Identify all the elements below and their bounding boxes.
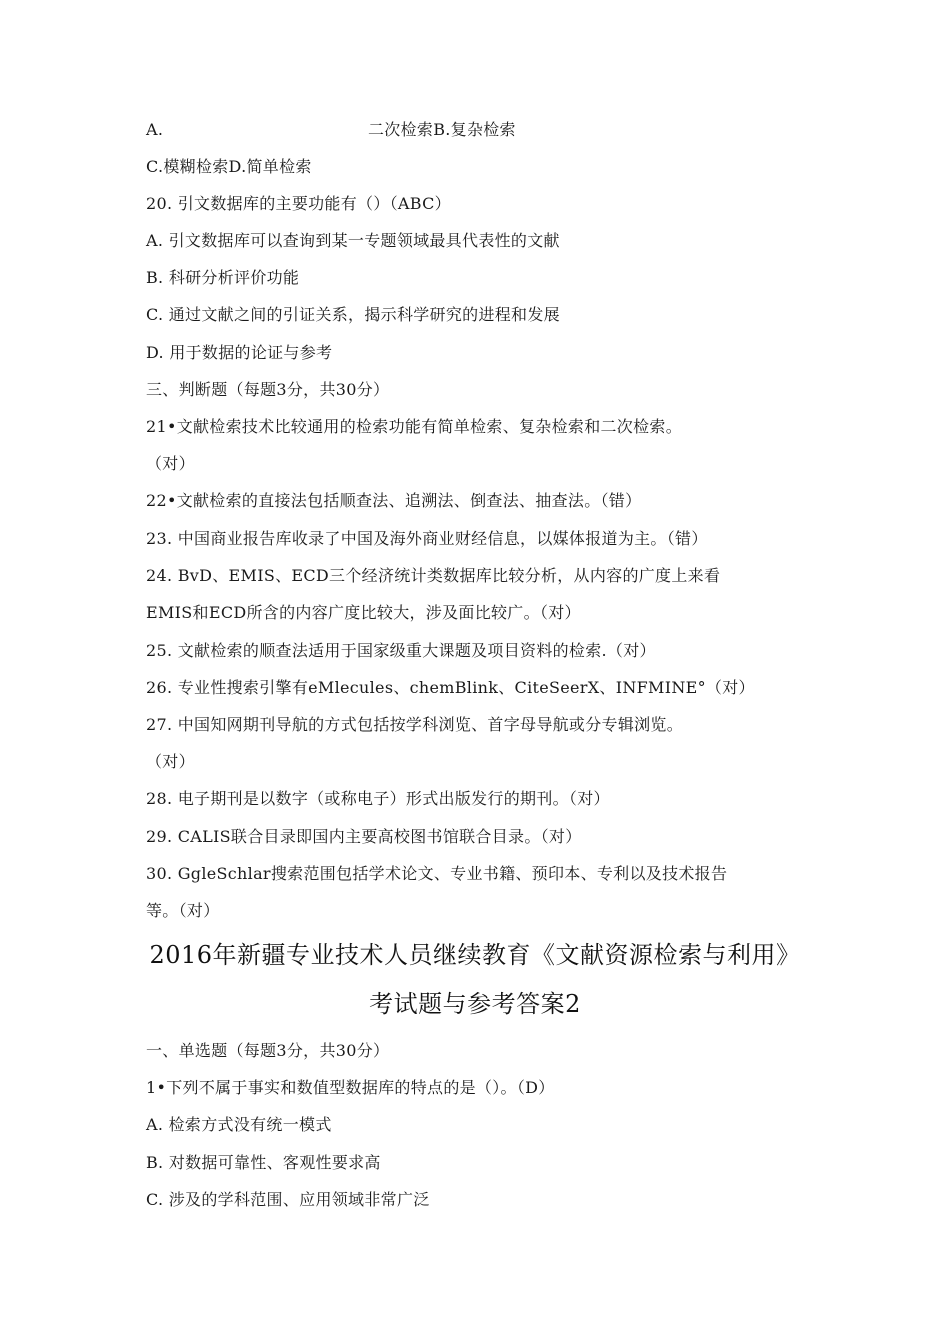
section-heading-judgement: 三、判断题（每题3分，共30分） bbox=[146, 380, 390, 399]
question-26: 26. 专业性搜索引擎有eMlecules、chemBlink、CiteSeerX、INFMINE°（对） bbox=[146, 678, 755, 697]
question-24-continued: EMIS和ECD所含的内容广度比较大，涉及面比较广。（对） bbox=[146, 603, 581, 622]
question-1: 1•下列不属于事实和数值型数据库的特点的是（）。（D） bbox=[146, 1078, 555, 1097]
question-1-option-a: A. 检索方式没有统一模式 bbox=[146, 1115, 332, 1134]
question-20: 20. 引文数据库的主要功能有（）（ABC） bbox=[146, 194, 451, 213]
question-27-answer: （对） bbox=[146, 752, 195, 771]
document-title-line-1: 2016年新疆专业技术人员继续教育《文献资源检索与利用》 bbox=[149, 941, 801, 969]
question-20-option-c: C. 通过文献之间的引证关系，揭示科学研究的进程和发展 bbox=[146, 305, 560, 324]
option-a-label: A. bbox=[146, 120, 164, 139]
question-1-option-b: B. 对数据可靠性、客观性要求高 bbox=[146, 1153, 381, 1172]
question-25: 25. 文献检索的顺查法适用于国家级重大课题及项目资料的检索.（对） bbox=[146, 641, 656, 660]
question-28: 28. 电子期刊是以数字（或称电子）形式出版发行的期刊。（对） bbox=[146, 789, 610, 808]
question-20-option-d: D. 用于数据的论证与参考 bbox=[146, 343, 333, 362]
question-20-option-a: A. 引文数据库可以查询到某一专题领域最具代表性的文献 bbox=[146, 231, 560, 250]
question-27: 27. 中国知网期刊导航的方式包括按学科浏览、首字母导航或分专辑浏览。 bbox=[146, 715, 684, 734]
question-22: 22•文献检索的直接法包括顺查法、追溯法、倒查法、抽查法。（错） bbox=[146, 491, 642, 510]
question-30-continued: 等。（对） bbox=[146, 901, 220, 920]
question-30: 30. GgleSchlar搜索范围包括学术论文、专业书籍、预印本、专利以及技术报告 bbox=[146, 864, 728, 883]
q19-options-cd: C.模糊检索D.简单检索 bbox=[146, 157, 312, 176]
option-ab-text: 二次检索B.复杂检索 bbox=[368, 120, 516, 139]
question-23: 23. 中国商业报告库收录了中国及海外商业财经信息，以媒体报道为主。（错） bbox=[146, 529, 708, 548]
question-20-option-b: B. 科研分析评价功能 bbox=[146, 268, 300, 287]
question-21-answer: （对） bbox=[146, 454, 195, 473]
document-title-line-2: 考试题与参考答案2 bbox=[369, 990, 581, 1018]
question-21: 21•文献检索技术比较通用的检索功能有简单检索、复杂检索和二次检索。 bbox=[146, 417, 682, 436]
section-heading-single-choice: 一、单选题（每题3分，共30分） bbox=[146, 1041, 390, 1060]
question-1-option-c: C. 涉及的学科范围、应用领域非常广泛 bbox=[146, 1190, 430, 1209]
question-29: 29. CALIS联合目录即国内主要高校图书馆联合目录。（对） bbox=[146, 827, 582, 846]
question-24: 24. BvD、EMIS、ECD三个经济统计类数据库比较分析，从内容的广度上来看 bbox=[146, 566, 721, 585]
